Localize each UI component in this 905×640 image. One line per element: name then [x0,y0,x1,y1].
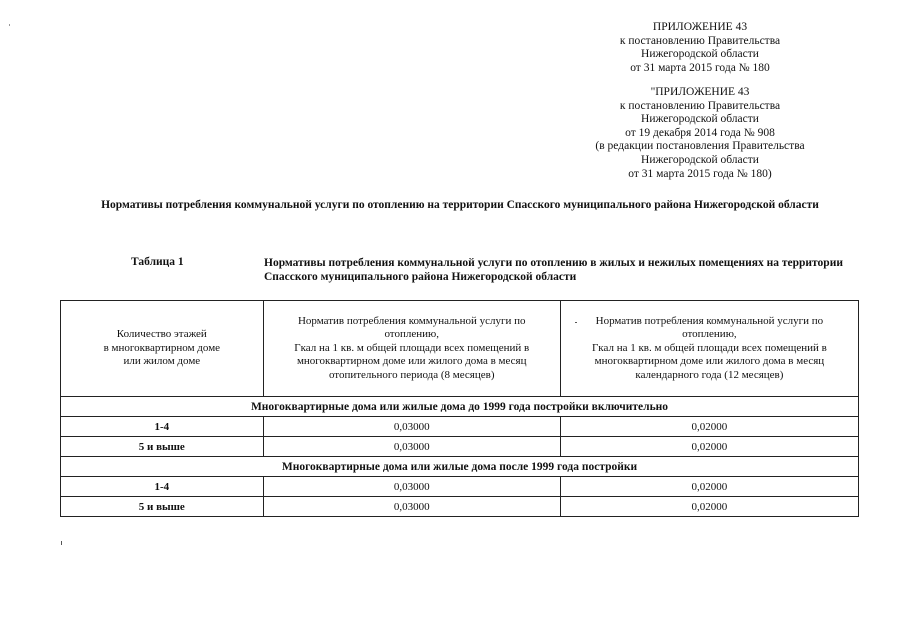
header-text: Норматив потребления коммунальной услуги по [595,314,824,327]
header-heating-period [263,301,560,397]
table-caption: Нормативы потребления коммунальной услуги по отоплению в жилых и нежилых помещениях на территории Спасского муниципального района Нижегородской области [264,257,843,283]
header-text: отоплению, [384,328,439,341]
cell-heating-period: 0,03000 [263,437,560,457]
header-text: календарного года (12 месяцев) [635,368,784,381]
cell-floors: 1-4 [61,417,264,437]
scan-speck [9,24,10,26]
appendix-line: Нижегородской области [641,113,759,126]
header-text: отоплению, [682,328,737,341]
appendix-line: от 19 декабря 2014 года № 908 [625,126,775,139]
header-floors [61,301,264,397]
norms-table [60,300,859,517]
cell-floors: 1-4 [61,477,264,497]
group-header-row [61,457,859,477]
cell-heating-period: 0,03000 [263,497,560,517]
appendix-line: к постановлению Правительства [619,34,781,47]
group-title: Многоквартирные дома или жилые дома после 1999 года постройки [61,457,859,477]
header-text: в многоквартирном доме [103,341,221,354]
cell-heating-period: 0,03000 [263,477,560,497]
header-text: Гкал на 1 кв. м общей площади всех помещений в [591,341,827,354]
cell-calendar-year: 0,02000 [560,417,858,437]
cell-floors: 5 и выше [61,497,264,517]
group-header-row [61,397,859,417]
appendix-line: от 31 марта 2015 года № 180 [630,61,770,74]
appendix-line: Нижегородской области [641,153,759,166]
table-row [61,497,859,517]
table-header-row [61,301,859,397]
group-title: Многоквартирные дома или жилые дома до 1999 года постройки включительно [61,397,859,417]
header-text: Норматив потребления коммунальной услуги по [297,314,526,327]
appendix-line: ПРИЛОЖЕНИЕ 43 [652,21,748,33]
cell-heating-period: 0,03000 [263,417,560,437]
table-row [61,417,859,437]
table-label: Таблица 1 [131,256,184,268]
scan-speck [61,541,62,545]
header-text: Гкал на 1 кв. м общей площади всех помещений в [294,341,530,354]
header-text: или жилом доме [123,355,201,368]
table-row [61,477,859,497]
cell-floors: 5 и выше [61,437,264,457]
scan-speck [575,322,577,323]
document-title: Нормативы потребления коммунальной услуги по отоплению на территории Спасского муниципального района Нижегородской области [101,199,819,211]
table-row [61,437,859,457]
header-text: многоквартирном доме или жилого дома в месяц [296,355,527,368]
appendix-line: "ПРИЛОЖЕНИЕ 43 [650,86,750,98]
appendix-line: (в редакции постановления Правительства [595,140,805,153]
header-calendar-year [560,301,858,397]
appendix-line: Нижегородской области [641,48,759,61]
cell-calendar-year: 0,02000 [560,497,858,517]
cell-calendar-year: 0,02000 [560,437,858,457]
header-text: Количество этажей [116,328,207,341]
appendix-line: к постановлению Правительства [619,99,781,112]
header-text: отопительного периода (8 месяцев) [328,368,495,381]
cell-calendar-year: 0,02000 [560,477,858,497]
appendix-header-current [560,21,840,75]
appendix-line: от 31 марта 2015 года № 180) [628,167,772,180]
appendix-header-previous [560,86,840,181]
header-text: многоквартирном доме или жилого дома в месяц [594,355,825,368]
